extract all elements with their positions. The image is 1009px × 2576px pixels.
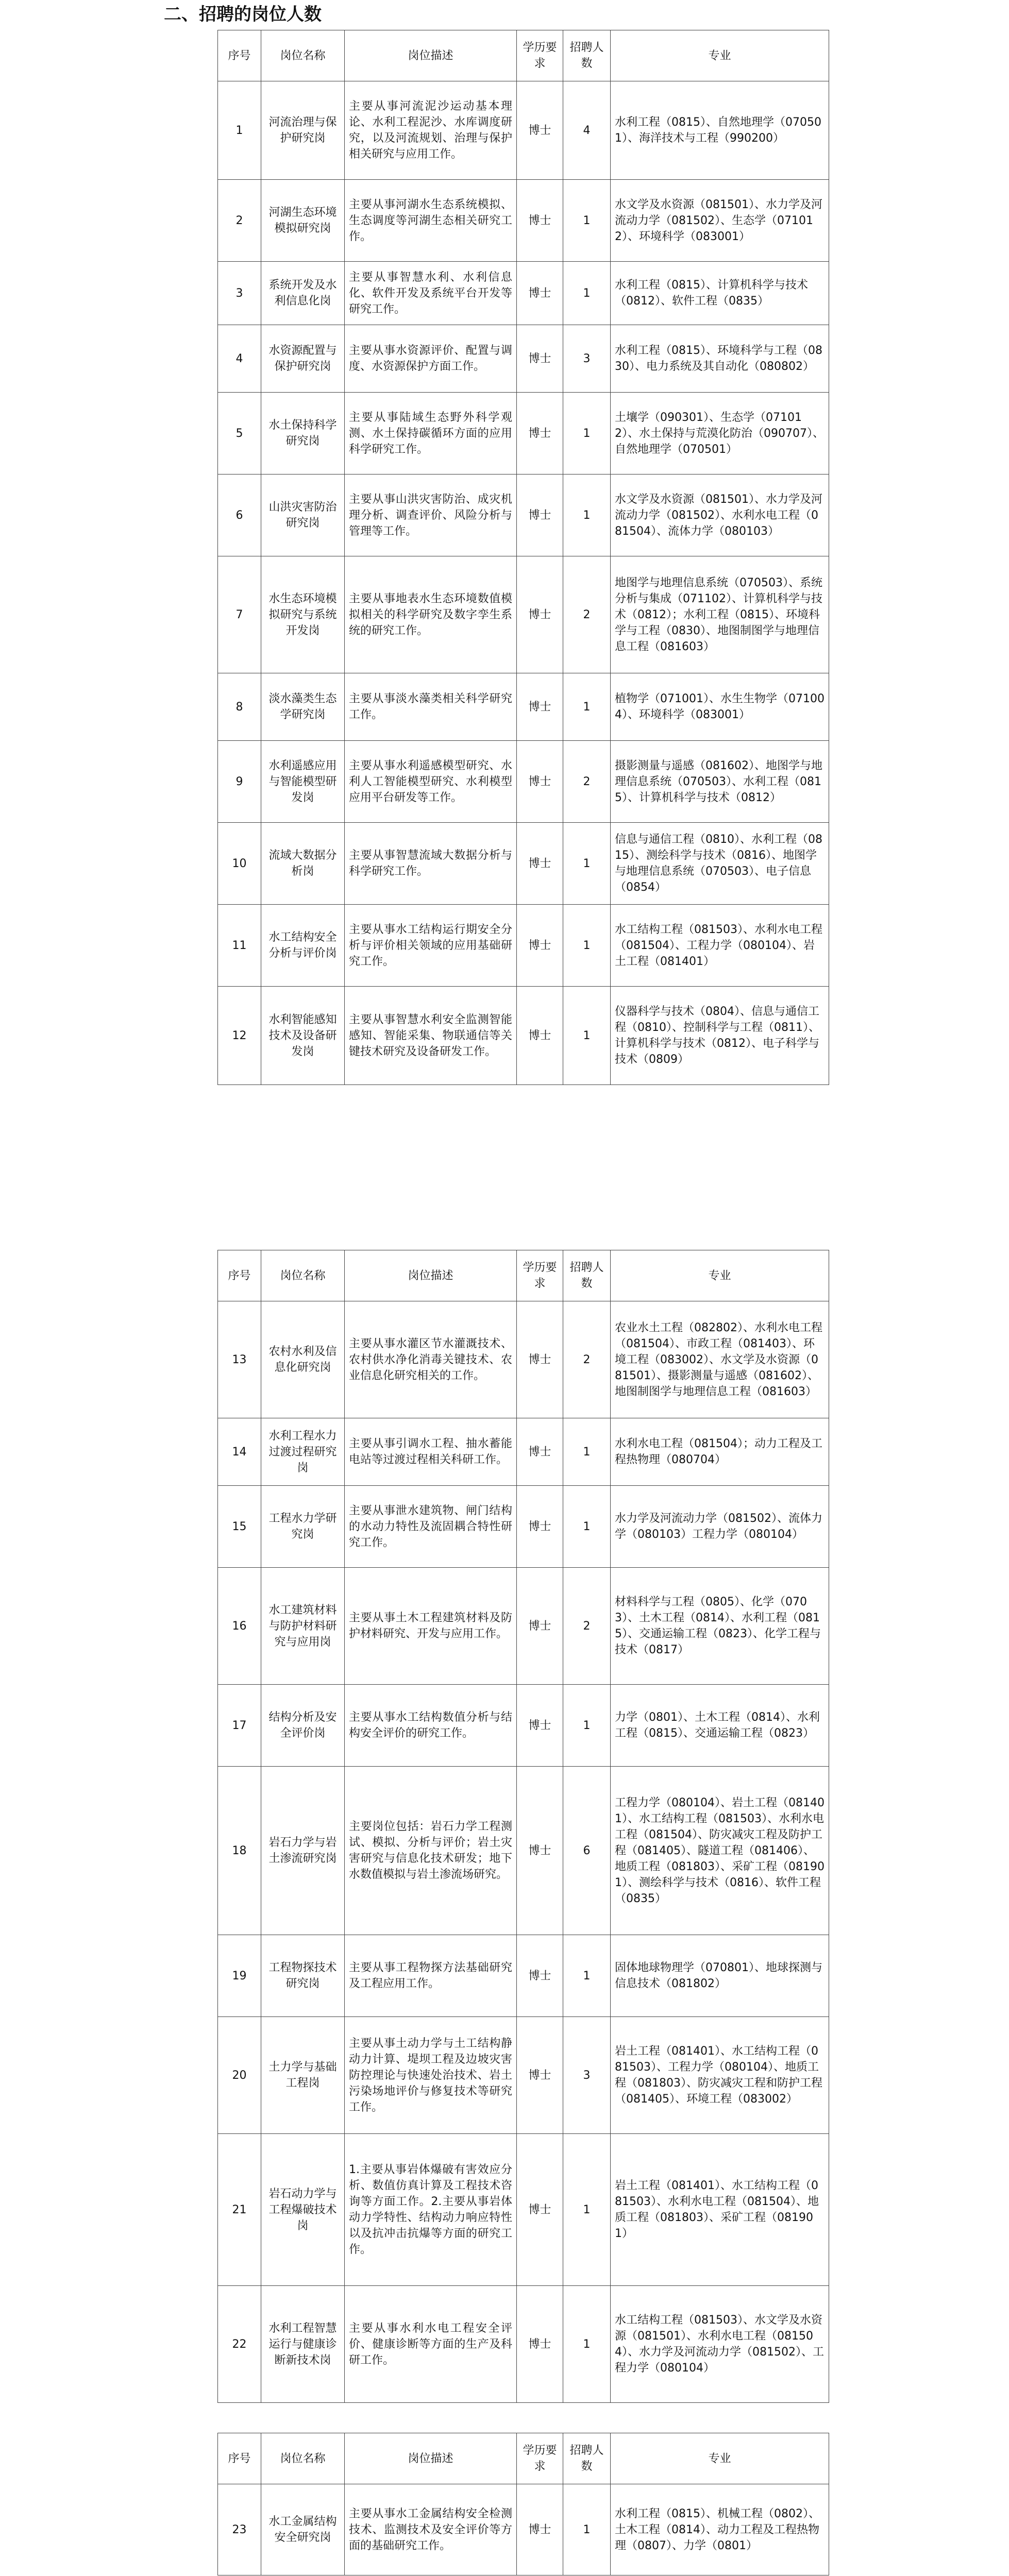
- hiring-count: 4: [563, 81, 611, 180]
- table-row: [218, 2134, 829, 2286]
- positions-table-part-2: [217, 1250, 829, 2403]
- position-description: 主要从事河流泥沙运动基本理论、水利工程泥沙、水库调度研究，以及河流规划、治理与保护相关研究与应用工作。: [345, 81, 517, 180]
- table-row: [218, 1301, 829, 1418]
- row-index: 16: [218, 1568, 261, 1685]
- table-row: [218, 2484, 829, 2575]
- position-name: 河湖生态环境模拟研究岗: [261, 180, 345, 262]
- position-description: 主要从事水利水电工程安全评价、健康诊断等方面的生产及科研工作。: [345, 2286, 517, 2403]
- major-requirement: 地图学与地理信息系统（070503）、系统分析与集成（071102）、计算机科学与技术（0812）；水利工程（0815）、环境科学与工程（0830）、地图制图学与地理信息工程（081603）: [611, 556, 829, 673]
- degree-requirement: 博士: [517, 1486, 563, 1568]
- positions-table-part-1: [217, 30, 829, 1085]
- table-row: [218, 81, 829, 180]
- major-requirement: 水文学及水资源（081501）、水力学及河流动力学（081502）、生态学（071012）、环境科学（083001）: [611, 180, 829, 262]
- position-description: 主要从事引调水工程、抽水蓄能电站等过渡过程相关科研工作。: [345, 1418, 517, 1486]
- header-degree-requirement: 学历要求: [517, 1250, 563, 1301]
- table-row: [218, 673, 829, 741]
- row-index: 23: [218, 2484, 261, 2575]
- row-index: 15: [218, 1486, 261, 1568]
- row-index: 19: [218, 1935, 261, 2017]
- degree-requirement: 博士: [517, 1935, 563, 2017]
- major-requirement: 农业水土工程（082802）、水利水电工程（081504）、市政工程（081403）、环境工程（083002）、水文学及水资源（081501）、摄影测量与遥感（081602）、地图制图学与地理信息工程（081603）: [611, 1301, 829, 1418]
- hiring-count: 2: [563, 741, 611, 823]
- row-index: 10: [218, 823, 261, 905]
- header-position-name: 岗位名称: [261, 30, 345, 81]
- header-hiring-count: 招聘人数: [563, 30, 611, 81]
- row-index: 1: [218, 81, 261, 180]
- row-index: 21: [218, 2134, 261, 2286]
- position-description: 主要从事智慧流域大数据分析与科学研究工作。: [345, 823, 517, 905]
- table-row: [218, 1767, 829, 1935]
- position-name: 水利工程水力过渡过程研究岗: [261, 1418, 345, 1486]
- position-name: 土力学与基础工程岗: [261, 2017, 345, 2134]
- major-requirement: 土壤学（090301）、生态学（071012）、水土保持与荒漠化防治（090707）、自然地理学（070501）: [611, 393, 829, 474]
- position-name: 水资源配置与保护研究岗: [261, 325, 345, 393]
- major-requirement: 水利工程（0815）、环境科学与工程（0830）、电力系统及其自动化（080802）: [611, 325, 829, 393]
- degree-requirement: 博士: [517, 1301, 563, 1418]
- table-header-row: [218, 30, 829, 81]
- position-name: 水土保持科学研究岗: [261, 393, 345, 474]
- header-row-index: 序号: [218, 1250, 261, 1301]
- degree-requirement: 博士: [517, 1685, 563, 1767]
- position-description: 主要从事淡水藻类相关科学研究工作。: [345, 673, 517, 741]
- table-row: [218, 556, 829, 673]
- row-index: 11: [218, 905, 261, 987]
- degree-requirement: 博士: [517, 823, 563, 905]
- row-index: 3: [218, 262, 261, 325]
- header-major-requirement: 专业: [611, 1250, 829, 1301]
- position-description: 主要从事智慧水利、水利信息化、软件开发及系统平台开发等研究工作。: [345, 262, 517, 325]
- major-requirement: 水利工程（0815）、自然地理学（070501）、海洋技术与工程（990200）: [611, 81, 829, 180]
- position-description: 主要从事工程物探方法基础研究及工程应用工作。: [345, 1935, 517, 2017]
- position-description: 主要从事水工结构运行期安全分析与评价相关领域的应用基础研究工作。: [345, 905, 517, 987]
- position-description: 主要从事水资源评价、配置与调度、水资源保护方面工作。: [345, 325, 517, 393]
- row-index: 12: [218, 987, 261, 1085]
- position-name: 水工金属结构安全研究岗: [261, 2484, 345, 2575]
- major-requirement: 水文学及水资源（081501）、水力学及河流动力学（081502）、水利水电工程（081504）、流体力学（080103）: [611, 474, 829, 556]
- major-requirement: 摄影测量与遥感（081602）、地图学与地理信息系统（070503）、水利工程（0815）、计算机科学与技术（0812）: [611, 741, 829, 823]
- major-requirement: 植物学（071001）、水生生物学（071004）、环境科学（083001）: [611, 673, 829, 741]
- table-row: [218, 2286, 829, 2403]
- hiring-count: 1: [563, 1935, 611, 2017]
- row-index: 18: [218, 1767, 261, 1935]
- major-requirement: 水利水电工程（081504）；动力工程及工程热物理（080704）: [611, 1418, 829, 1486]
- table-header-row: [218, 2433, 829, 2484]
- row-index: 17: [218, 1685, 261, 1767]
- position-name: 水工建筑材料与防护材料研究与应用岗: [261, 1568, 345, 1685]
- header-major-requirement: 专业: [611, 2433, 829, 2484]
- table-row: [218, 1568, 829, 1685]
- major-requirement: 岩土工程（081401）、水工结构工程（081503）、水利水电工程（081504）、地质工程（081803）、采矿工程（081901）: [611, 2134, 829, 2286]
- position-name: 水生态环境模拟研究与系统开发岗: [261, 556, 345, 673]
- major-requirement: 水利工程（0815）、计算机科学与技术（0812）、软件工程（0835）: [611, 262, 829, 325]
- hiring-count: 2: [563, 1301, 611, 1418]
- major-requirement: 力学（0801）、土木工程（0814）、水利工程（0815）、交通运输工程（0823）: [611, 1685, 829, 1767]
- position-name: 水利智能感知技术及设备研发岗: [261, 987, 345, 1085]
- degree-requirement: 博士: [517, 2134, 563, 2286]
- major-requirement: 水力学及河流动力学（081502）、流体力学（080103）工程力学（080104）: [611, 1486, 829, 1568]
- table-row: [218, 180, 829, 262]
- hiring-count: 1: [563, 987, 611, 1085]
- position-description: 主要从事水利遥感模型研究、水利人工智能模型研究、水利模型应用平台研发等工作。: [345, 741, 517, 823]
- position-name: 工程水力学研究岗: [261, 1486, 345, 1568]
- hiring-count: 1: [563, 2286, 611, 2403]
- major-requirement: 信息与通信工程（0810）、水利工程（0815）、测绘科学与技术（0816）、地图学与地理信息系统（070503）、电子信息（0854）: [611, 823, 829, 905]
- hiring-count: 1: [563, 1685, 611, 1767]
- position-description: 主要从事泄水建筑物、闸门结构的水动力特性及流固耦合特性研究工作。: [345, 1486, 517, 1568]
- header-degree-requirement: 学历要求: [517, 30, 563, 81]
- degree-requirement: 博士: [517, 2017, 563, 2134]
- degree-requirement: 博士: [517, 1568, 563, 1685]
- row-index: 6: [218, 474, 261, 556]
- table-row: [218, 474, 829, 556]
- header-hiring-count: 招聘人数: [563, 2433, 611, 2484]
- table-row: [218, 905, 829, 987]
- position-name: 淡水藻类生态学研究岗: [261, 673, 345, 741]
- hiring-count: 1: [563, 393, 611, 474]
- row-index: 13: [218, 1301, 261, 1418]
- degree-requirement: 博士: [517, 673, 563, 741]
- position-name: 流域大数据分析岗: [261, 823, 345, 905]
- position-description: 主要从事水工结构数值分析与结构安全评价的研究工作。: [345, 1685, 517, 1767]
- degree-requirement: 博士: [517, 325, 563, 393]
- header-degree-requirement: 学历要求: [517, 2433, 563, 2484]
- major-requirement: 固体地球物理学（070801）、地球探测与信息技术（081802）: [611, 1935, 829, 2017]
- degree-requirement: 博士: [517, 2286, 563, 2403]
- section-title: 二、招聘的岗位人数: [164, 4, 322, 25]
- major-requirement: 岩土工程（081401）、水工结构工程（081503）、工程力学（080104）、地质工程（081803）、防灾减灾工程和防护工程（081405）、环境工程（083002）: [611, 2017, 829, 2134]
- degree-requirement: 博士: [517, 262, 563, 325]
- hiring-count: 1: [563, 2134, 611, 2286]
- degree-requirement: 博士: [517, 1418, 563, 1486]
- table-row: [218, 1486, 829, 1568]
- position-description: 主要从事河湖水生态系统模拟、生态调度等河湖生态相关研究工作。: [345, 180, 517, 262]
- row-index: 7: [218, 556, 261, 673]
- position-description: 主要从事山洪灾害防治、成灾机理分析、调查评价、风险分析与管理等工作。: [345, 474, 517, 556]
- table-row: [218, 2017, 829, 2134]
- major-requirement: 工程力学（080104）、岩土工程（081401）、水工结构工程（081503）、水利水电工程（081504）、防灾减灾工程及防护工程（081405）、隧道工程（081406）、地质工程（081803）、采矿工程（081901）、测绘科学与技术（0816）、软件工程（0835）: [611, 1767, 829, 1935]
- position-name: 岩石动力学与工程爆破技术岗: [261, 2134, 345, 2286]
- header-major-requirement: 专业: [611, 30, 829, 81]
- hiring-count: 1: [563, 2484, 611, 2575]
- table-row: [218, 1685, 829, 1767]
- position-description: 主要从事土木工程建筑材料及防护材料研究、开发与应用工作。: [345, 1568, 517, 1685]
- row-index: 22: [218, 2286, 261, 2403]
- position-name: 工程物探技术研究岗: [261, 1935, 345, 2017]
- degree-requirement: 博士: [517, 556, 563, 673]
- header-hiring-count: 招聘人数: [563, 1250, 611, 1301]
- hiring-count: 2: [563, 1568, 611, 1685]
- table-header-row: [218, 1250, 829, 1301]
- degree-requirement: 博士: [517, 905, 563, 987]
- hiring-count: 1: [563, 474, 611, 556]
- table-row: [218, 823, 829, 905]
- header-position-description: 岗位描述: [345, 2433, 517, 2484]
- header-row-index: 序号: [218, 2433, 261, 2484]
- table-row: [218, 987, 829, 1085]
- hiring-count: 3: [563, 325, 611, 393]
- position-description: 主要岗位包括：岩石力学工程测试、模拟、分析与评价；岩土灾害研究与信息化技术研发；地下水数值模拟与岩土渗流场研究。: [345, 1767, 517, 1935]
- hiring-count: 2: [563, 556, 611, 673]
- degree-requirement: 博士: [517, 987, 563, 1085]
- degree-requirement: 博士: [517, 393, 563, 474]
- position-name: 水利工程智慧运行与健康诊断新技术岗: [261, 2286, 345, 2403]
- header-position-description: 岗位描述: [345, 30, 517, 81]
- position-name: 河流治理与保护研究岗: [261, 81, 345, 180]
- hiring-count: 1: [563, 673, 611, 741]
- row-index: 8: [218, 673, 261, 741]
- table-row: [218, 1418, 829, 1486]
- position-name: 结构分析及安全评价岗: [261, 1685, 345, 1767]
- major-requirement: 水工结构工程（081503）、水利水电工程（081504）、工程力学（080104）、岩土工程（081401）: [611, 905, 829, 987]
- hiring-count: 1: [563, 905, 611, 987]
- position-description: 主要从事智慧水利安全监测智能感知、智能采集、物联通信等关键技术研究及设备研发工作。: [345, 987, 517, 1085]
- degree-requirement: 博士: [517, 2484, 563, 2575]
- row-index: 5: [218, 393, 261, 474]
- position-name: 水利遥感应用与智能模型研发岗: [261, 741, 345, 823]
- position-description: 主要从事陆域生态野外科学观测、水土保持碳循环方面的应用科学研究工作。: [345, 393, 517, 474]
- row-index: 4: [218, 325, 261, 393]
- major-requirement: 水利工程（0815）、机械工程（0802）、土木工程（0814）、动力工程及工程热物理（0807）、力学（0801）: [611, 2484, 829, 2575]
- position-description: 主要从事土动力学与土工结构静动力计算、堤坝工程及边坡灾害防控理论与快速处治技术、岩土污染场地评价与修复技术等研究工作。: [345, 2017, 517, 2134]
- table-row: [218, 741, 829, 823]
- hiring-count: 6: [563, 1767, 611, 1935]
- position-description: 1.主要从事岩体爆破有害效应分析、数值仿真计算及工程技术咨询等方面工作。2.主要从事岩体动力学特性、结构动力响应特性以及抗冲击抗爆等方面的研究工作。: [345, 2134, 517, 2286]
- position-description: 主要从事水工金属结构安全检测技术、监测技术及安全评价等方面的基础研究工作。: [345, 2484, 517, 2575]
- position-name: 岩石力学与岩土渗流研究岗: [261, 1767, 345, 1935]
- hiring-count: 1: [563, 180, 611, 262]
- row-index: 9: [218, 741, 261, 823]
- degree-requirement: 博士: [517, 474, 563, 556]
- row-index: 14: [218, 1418, 261, 1486]
- header-row-index: 序号: [218, 30, 261, 81]
- position-name: 系统开发及水利信息化岗: [261, 262, 345, 325]
- major-requirement: 水工结构工程（081503）、水文学及水资源（081501）、水利水电工程（081504）、水力学及河流动力学（081502）、工程力学（080104）: [611, 2286, 829, 2403]
- degree-requirement: 博士: [517, 180, 563, 262]
- header-position-description: 岗位描述: [345, 1250, 517, 1301]
- major-requirement: 材料科学与工程（0805）、化学（0703）、土木工程（0814）、水利工程（0815）、交通运输工程（0823）、化学工程与技术（0817）: [611, 1568, 829, 1685]
- position-name: 山洪灾害防治研究岗: [261, 474, 345, 556]
- major-requirement: 仪器科学与技术（0804）、信息与通信工程（0810）、控制科学与工程（0811）、计算机科学与技术（0812）、电子科学与技术（0809）: [611, 987, 829, 1085]
- hiring-count: 1: [563, 1486, 611, 1568]
- header-position-name: 岗位名称: [261, 2433, 345, 2484]
- row-index: 20: [218, 2017, 261, 2134]
- table-row: [218, 393, 829, 474]
- position-description: 主要从事地表水生态环境数值模拟相关的科学研究及数字孪生系统的研究工作。: [345, 556, 517, 673]
- position-name: 水工结构安全分析与评价岗: [261, 905, 345, 987]
- table-row: [218, 325, 829, 393]
- row-index: 2: [218, 180, 261, 262]
- hiring-count: 1: [563, 262, 611, 325]
- hiring-count: 1: [563, 1418, 611, 1486]
- degree-requirement: 博士: [517, 1767, 563, 1935]
- header-position-name: 岗位名称: [261, 1250, 345, 1301]
- position-description: 主要从事水灌区节水灌溉技术、农村供水净化消毒关键技术、农业信息化研究相关的工作。: [345, 1301, 517, 1418]
- positions-table-part-3: [217, 2433, 829, 2575]
- degree-requirement: 博士: [517, 741, 563, 823]
- degree-requirement: 博士: [517, 81, 563, 180]
- table-row: [218, 262, 829, 325]
- hiring-count: 1: [563, 823, 611, 905]
- hiring-count: 3: [563, 2017, 611, 2134]
- table-row: [218, 1935, 829, 2017]
- position-name: 农村水利及信息化研究岗: [261, 1301, 345, 1418]
